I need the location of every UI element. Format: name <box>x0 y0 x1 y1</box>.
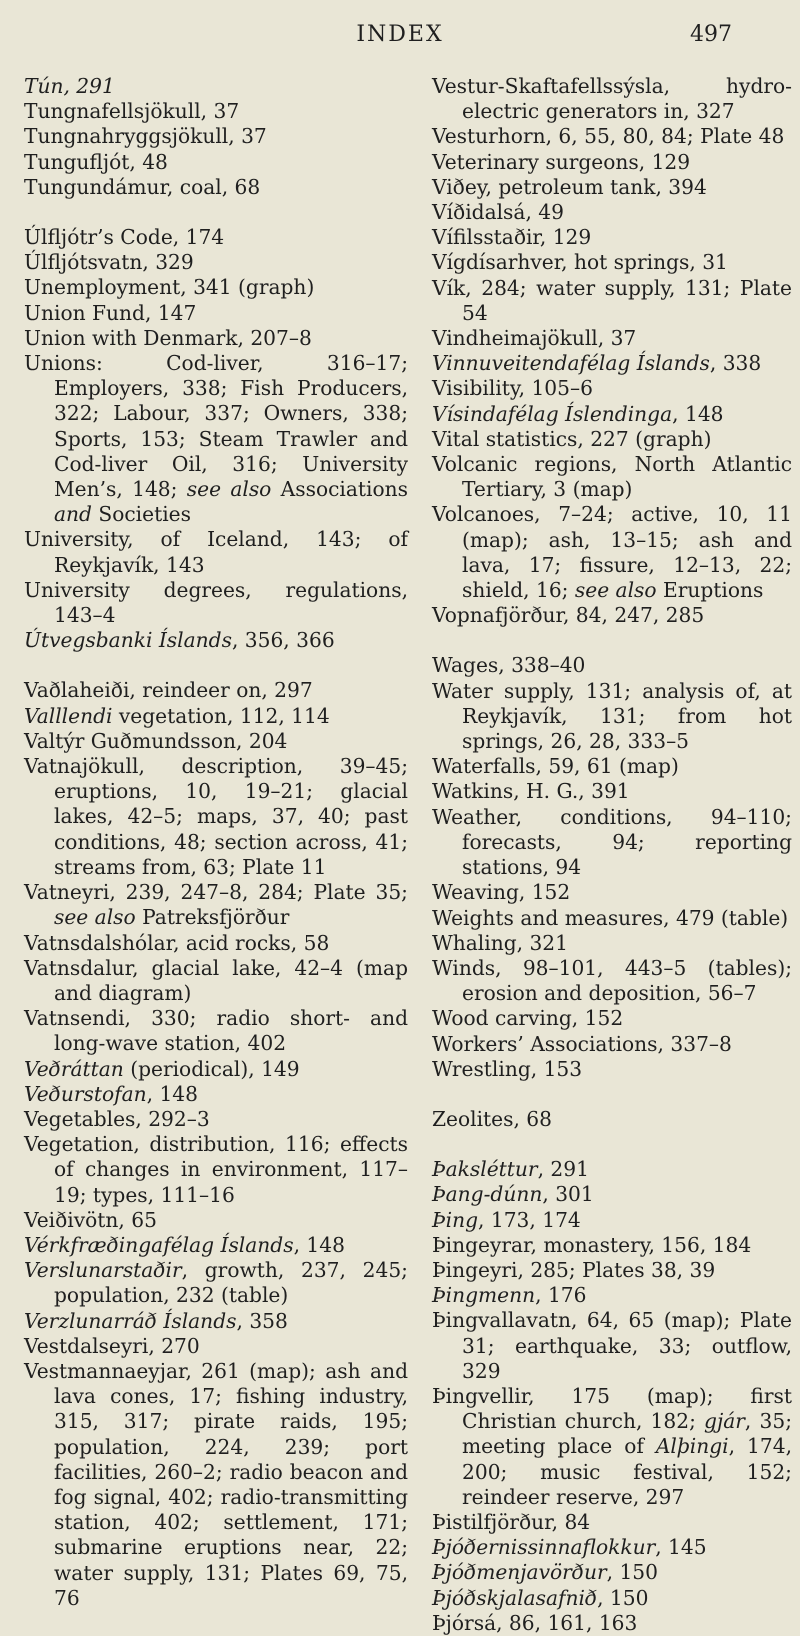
index-entry: Veðurstofan, 148 <box>24 1081 198 1106</box>
index-entry: Unions: Cod-liver, 316–17; Employers, 338; Fish Producers, 322; Labour, 337; Owners, 338; Sports, 153; Steam Trawler and Cod-liver Oil, 316; University Men’s, 148; see also Associations and Societies <box>24 351 408 527</box>
section-gap <box>432 1132 792 1157</box>
index-column-left <box>24 74 408 1611</box>
index-entry: Watkins, H. G., 391 <box>432 779 630 804</box>
index-entry: Útvegsbanki Íslands, 356, 366 <box>24 628 335 653</box>
index-entry: Þjóðskjalasafnið, 150 <box>432 1585 649 1610</box>
index-entry: Volcanic regions, North Atlantic Tertiary, 3 (map) <box>432 452 792 502</box>
index-entry: Vital statistics, 227 (graph) <box>432 426 712 451</box>
index-entry: Valllendi vegetation, 112, 114 <box>24 703 330 728</box>
index-entry: Weights and measures, 479 (table) <box>432 905 789 930</box>
index-entry: Vatnajökull, description, 39–45; eruptions, 10, 19–21; glacial lakes, 42–5; maps, 37, 40; past conditions, 48; section across, 41; streams from, 63; Plate 11 <box>24 754 408 879</box>
index-entry: Þingvallavatn, 64, 65 (map); Plate 31; earthquake, 33; outflow, 329 <box>432 1308 792 1383</box>
index-entry: Vatnsdalshólar, acid rocks, 58 <box>24 930 330 955</box>
index-entry: Winds, 98–101, 443–5 (tables); erosion and deposition, 56–7 <box>432 955 792 1006</box>
index-entry: Wrestling, 153 <box>432 1056 583 1081</box>
section-gap <box>24 200 408 225</box>
page-number: 497 <box>690 22 732 47</box>
index-entry: Þang-dúnn, 301 <box>432 1182 594 1207</box>
index-entry: University degrees, regulations, 143–4 <box>24 577 408 628</box>
index-entry: Weaving, 152 <box>432 880 571 905</box>
index-entry: Tungundámur, coal, 68 <box>24 174 261 199</box>
index-entry: Weather, conditions, 94–110; forecasts, 94; reporting stations, 94 <box>432 804 792 880</box>
index-entry: Vatnsendi, 330; radio short- and long-wave station, 402 <box>24 1006 408 1056</box>
index-entry: Volcanoes, 7–24; active, 10, 11 (map); ash, 13–15; ash and lava, 17; fissure, 12–13, 22; shield, 16; see also Eruptions <box>432 502 792 603</box>
index-column-right <box>432 74 792 1636</box>
index-entry: Visibility, 105–6 <box>432 376 593 401</box>
index-entry: Vatneyri, 239, 247–8, 284; Plate 35; see also Patreksfjörður <box>24 880 408 930</box>
index-entry: Wood carving, 152 <box>432 1006 624 1031</box>
index-entry: Tungnafellsjökull, 37 <box>24 99 240 124</box>
index-entry: Vestmannaeyjar, 261 (map); ash and lava cones, 17; fishing industry, 315, 317; pirate raids, 195; population, 224, 239; port facilities, 260–2; radio beacon and fog signal, 402; radio-transmitting station, 402; settlement, 171; submarine eruptions near, 22; water supply, 131; Plates 69, 75, 76 <box>24 1358 408 1610</box>
index-entry: Vífilsstaðir, 129 <box>432 225 592 250</box>
index-entry: Vík, 284; water supply, 131; Plate 54 <box>432 275 792 325</box>
index-entry: Vísindafélag Íslendinga, 148 <box>432 401 724 426</box>
section-gap <box>432 628 792 653</box>
index-entry: Vopnafjörður, 84, 247, 285 <box>432 603 705 628</box>
index-entry: Tungufljót, 48 <box>24 149 168 174</box>
index-entry: Vinnuveitendafélag Íslands, 338 <box>432 351 762 376</box>
index-entry: Þingvellir, 175 (map); first Christian church, 182; gjár, 35; meeting place of Alþingi, 174, 200; music festival, 152; reindeer reserve, 297 <box>432 1383 792 1509</box>
index-entry: Tún, 291 <box>24 74 115 98</box>
index-entry: Þingeyrar, monastery, 156, 184 <box>432 1232 752 1257</box>
index-entry: Þingmenn, 176 <box>432 1283 587 1308</box>
index-entry: Úlfljótr’s Code, 174 <box>24 225 225 250</box>
index-entry: Vérkfræðingafélag Íslands, 148 <box>24 1232 345 1257</box>
index-entry: Úlfljótsvatn, 329 <box>24 250 194 275</box>
index-entry: Vígdísarhver, hot springs, 31 <box>432 250 728 275</box>
index-entry: Vestur-Skaftafellssýsla, hydro-electric generators in, 327 <box>432 74 792 124</box>
index-entry: Workers’ Associations, 337–8 <box>432 1031 732 1056</box>
section-gap <box>24 653 408 678</box>
index-entry: Verslunarstaðir, growth, 237, 245; population, 232 (table) <box>24 1258 408 1308</box>
index-entry: Union with Denmark, 207–8 <box>24 325 312 350</box>
index-entry: Wages, 338–40 <box>432 653 586 678</box>
index-entry: Vestdalseyri, 270 <box>24 1333 200 1358</box>
index-entry: Tungnahryggsjökull, 37 <box>24 124 267 149</box>
index-entry: Þing, 173, 174 <box>432 1207 581 1232</box>
index-entry: Vindheimajökull, 37 <box>432 326 637 351</box>
index-entry: Þjórsá, 86, 161, 163 <box>432 1610 638 1635</box>
index-entry: University, of Iceland, 143; of Reykjavík, 143 <box>24 527 408 577</box>
index-entry: Þjóðernissinnaflokkur, 145 <box>432 1535 707 1560</box>
index-entry: Vatnsdalur, glacial lake, 42–4 (map and diagram) <box>24 955 408 1005</box>
index-entry: Viðey, petroleum tank, 394 <box>432 174 707 199</box>
index-entry: Veterinary surgeons, 129 <box>432 149 691 174</box>
index-entry: Vaðlaheiði, reindeer on, 297 <box>24 678 313 703</box>
page-header <box>0 0 800 70</box>
index-entry: Veðráttan (periodical), 149 <box>24 1056 300 1081</box>
section-gap <box>432 1082 792 1107</box>
page-title: INDEX <box>356 22 444 47</box>
index-entry: Valtýr Guðmundsson, 204 <box>24 728 288 753</box>
index-entry: Vesturhorn, 6, 55, 80, 84; Plate 48 <box>432 124 785 149</box>
index-entry: Whaling, 321 <box>432 930 568 955</box>
index-entry: Verzlunarráð Íslands, 358 <box>24 1308 288 1333</box>
index-entry: Víðidalsá, 49 <box>432 200 564 225</box>
index-entry: Zeolites, 68 <box>432 1106 552 1131</box>
index-entry: Þingeyri, 285; Plates 38, 39 <box>432 1257 716 1282</box>
index-entry: Vegetation, distribution, 116; effects of changes in environment, 117–19; types, 111–16 <box>24 1132 408 1207</box>
index-entry: Þistilfjörður, 84 <box>432 1509 591 1534</box>
index-entry: Veiðivötn, 65 <box>24 1207 157 1232</box>
index-entry: Waterfalls, 59, 61 (map) <box>432 754 679 779</box>
index-entry: Þjóðmenjavörður, 150 <box>432 1560 658 1585</box>
index-entry: Water supply, 131; analysis of, at Reykjavík, 131; from hot springs, 26, 28, 333–5 <box>432 678 792 754</box>
index-entry: Union Fund, 147 <box>24 300 197 325</box>
index-entry: Unemployment, 341 (graph) <box>24 275 315 300</box>
index-entry: Þaksléttur, 291 <box>432 1157 589 1182</box>
index-entry: Vegetables, 292–3 <box>24 1106 210 1131</box>
